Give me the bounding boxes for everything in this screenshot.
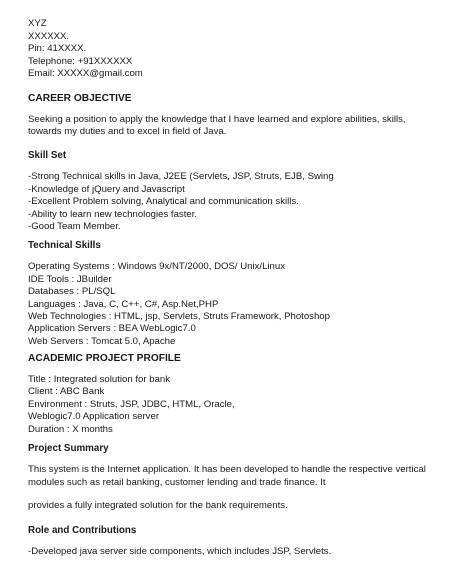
technical-skill-item: IDE Tools : JBuilder bbox=[28, 273, 112, 285]
objective-line: towards my duties and to excel in field of Java. bbox=[28, 126, 227, 138]
objective-line: Seeking a position to apply the knowledge that I have learned and explore abilities, skills, bbox=[28, 114, 406, 125]
role-item: -Developed java server side components, which includes JSP, Servlets. bbox=[28, 546, 332, 558]
project-summary-heading: Project Summary bbox=[28, 443, 109, 454]
technical-skill-item: Web Servers : Tomcat 5.0, Apache bbox=[28, 335, 176, 347]
technical-skill-item: Web Technologies : HTML, jsp, Servlets, Struts Framework, Photoshop bbox=[28, 311, 330, 323]
telephone-line: Telephone: +91XXXXXX bbox=[28, 55, 133, 67]
address-line: XXXXXX. bbox=[28, 30, 70, 42]
skill-item: -Excellent Problem solving, Analytical and communication skills. bbox=[28, 196, 299, 208]
career-objective-heading: CAREER OBJECTIVE bbox=[28, 93, 132, 104]
project-detail: Client : ABC Bank bbox=[28, 386, 105, 398]
technical-skills-heading: Technical Skills bbox=[28, 240, 101, 251]
career-objective-section bbox=[28, 92, 458, 139]
technical-skill-item: Application Servers : BEA WebLogic7.0 bbox=[28, 323, 196, 335]
skill-item: -Knowledge of jQuery and Javascript bbox=[28, 183, 185, 195]
technical-skill-item: Languages : Java, C, C++, C#, Asp.Net,PHP bbox=[28, 298, 219, 310]
roles-heading: Role and Contributions bbox=[28, 525, 137, 536]
technical-skill-item: Operating Systems : Windows 9x/NT/2000, DOS/ Unix/Linux bbox=[28, 261, 285, 273]
project-detail: Weblogic7.0 Application server bbox=[28, 411, 160, 423]
skill-item: -Strong Technical skills in Java, J2EE (Servlets, JSP, Struts, EJB, Swing bbox=[28, 171, 334, 183]
skill-item: -Good Team Member. bbox=[28, 221, 121, 233]
summary-line: provides a fully integrated solution for the bank requirements. bbox=[28, 500, 288, 512]
project-summary-section bbox=[28, 443, 458, 513]
skill-set-section bbox=[28, 150, 458, 233]
project-detail: Duration : X months bbox=[28, 423, 113, 435]
contact-header bbox=[28, 18, 143, 81]
summary-line: This system is the Internet application. It has been developed to handle the respective vertical bbox=[28, 464, 426, 476]
technical-skills-section bbox=[28, 240, 458, 348]
summary-line: modules such as retail banking, customer lending and trade finance. It bbox=[28, 476, 326, 488]
email-line: Email: XXXXX@gmail.com bbox=[28, 68, 143, 80]
skill-item: -Ability to learn new technologies faster. bbox=[28, 208, 198, 220]
project-detail: Environment : Struts, JSP, JDBC, HTML, Oracle, bbox=[28, 398, 235, 410]
project-detail: Title : Integrated solution for bank bbox=[28, 374, 171, 385]
skill-set-heading: Skill Set bbox=[28, 150, 67, 161]
academic-project-heading: ACADEMIC PROJECT PROFILE bbox=[28, 353, 181, 364]
roles-section bbox=[28, 525, 458, 559]
academic-project-section bbox=[28, 352, 458, 436]
technical-skill-item: Databases : PL/SQL bbox=[28, 286, 116, 298]
pin-line: Pin: 41XXXX. bbox=[28, 43, 87, 55]
candidate-name: XYZ bbox=[28, 18, 47, 29]
